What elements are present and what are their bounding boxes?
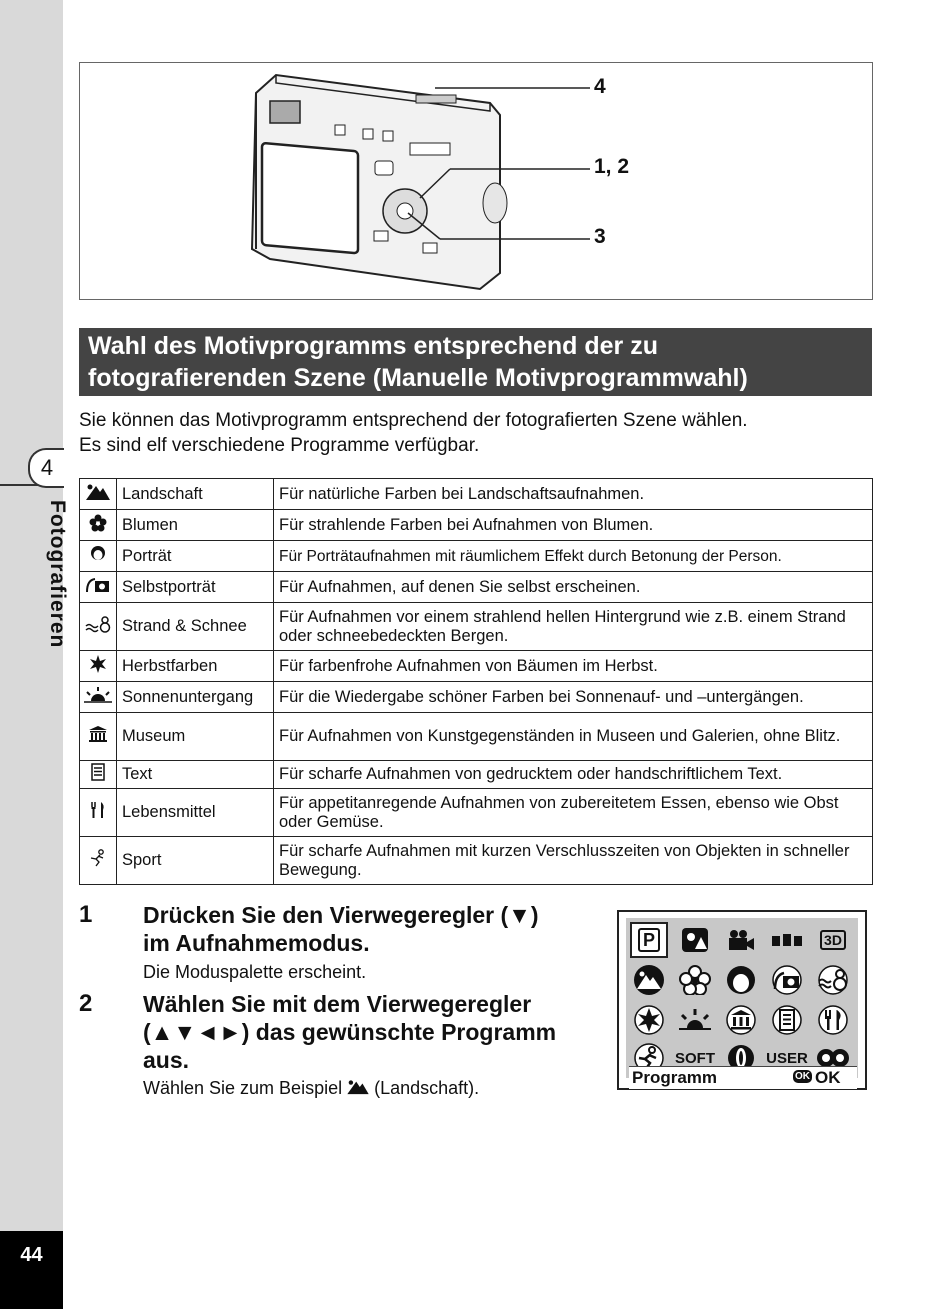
sunset-icon[interactable] xyxy=(676,1002,714,1038)
step-title-line: im Aufnahmemodus. xyxy=(143,930,370,956)
camera-back-illustration xyxy=(80,63,872,299)
surf-snow-icon xyxy=(80,603,117,651)
museum-icon[interactable] xyxy=(722,1002,760,1038)
callout-label: 4 xyxy=(594,75,606,98)
mode-description: Für farbenfrohe Aufnahmen von Bäumen im Herbst. xyxy=(274,651,873,682)
3d-mode-icon[interactable] xyxy=(814,922,852,958)
step-description: Die Moduspalette erscheint. xyxy=(143,962,367,982)
portrait-icon[interactable] xyxy=(722,962,760,998)
mode-description: Für strahlende Farben bei Aufnahmen von Blumen. xyxy=(274,510,873,541)
mode-name: Porträt xyxy=(117,541,274,572)
mode-palette-screen xyxy=(617,910,867,1090)
step-description xyxy=(143,1076,479,1100)
mode-description: Für scharfe Aufnahmen von gedrucktem oder handschriftlichem Text. xyxy=(274,761,873,789)
step-description-text: (Landschaft). xyxy=(374,1078,480,1098)
mode-name: Selbstporträt xyxy=(117,572,274,603)
intro-line: Sie können das Motivprogramm entsprechend der fotografierten Szene wählen. xyxy=(79,410,748,431)
mode-name: Herbstfarben xyxy=(117,651,274,682)
mode-palette-grid xyxy=(626,918,858,1078)
section-heading-line: Wahl des Motivprogramms entsprechend der zu xyxy=(88,332,659,360)
food-icon[interactable] xyxy=(814,1002,852,1038)
table-row xyxy=(80,682,873,713)
chapter-number: 4 xyxy=(28,448,64,488)
table-row xyxy=(80,541,873,572)
food-icon xyxy=(80,789,117,837)
portrait-icon xyxy=(80,541,117,572)
mode-name-label: Programm xyxy=(632,1068,718,1087)
table-row xyxy=(80,837,873,885)
museum-icon xyxy=(80,713,117,761)
autumn-icon xyxy=(80,651,117,682)
mode-name: Sport xyxy=(117,837,274,885)
mode-name: Lebensmittel xyxy=(117,789,274,837)
soft-mode-icon[interactable]: SOFT xyxy=(675,1049,715,1067)
intro-paragraph xyxy=(79,408,879,458)
landscape-icon xyxy=(347,1079,369,1095)
table-row xyxy=(80,761,873,789)
mode-description: Für scharfe Aufnahmen mit kurzen Verschlusszeiten von Objekten in schneller Bewegung. xyxy=(274,837,873,885)
scene-mode-table xyxy=(79,478,873,885)
mode-name: Strand & Schnee xyxy=(117,603,274,651)
camera-figure xyxy=(79,62,873,300)
program-mode-label: P xyxy=(638,928,660,952)
step-number: 2 xyxy=(79,990,93,1017)
sunset-icon xyxy=(80,682,117,713)
table-row xyxy=(80,651,873,682)
section-heading xyxy=(79,328,872,396)
mode-name: Text xyxy=(117,761,274,789)
chapter-sidebar xyxy=(0,0,63,1309)
step-title-line: Wählen Sie mit dem Vierwegeregler xyxy=(143,991,532,1017)
text-icon[interactable] xyxy=(768,1002,806,1038)
user-mode-icon[interactable]: USER xyxy=(766,1049,808,1067)
intro-line: Es sind elf verschiedene Programme verfügbar. xyxy=(79,435,480,456)
mode-name: Sonnenuntergang xyxy=(117,682,274,713)
table-row xyxy=(80,510,873,541)
table-row xyxy=(80,789,873,837)
ok-label: OK xyxy=(815,1068,841,1087)
sport-icon xyxy=(80,837,117,885)
flower-icon xyxy=(80,510,117,541)
step-number: 1 xyxy=(79,901,93,928)
step-description-text: Wählen Sie zum Beispiel xyxy=(143,1078,343,1098)
step-title-line: Drücken Sie den Vierwegeregler (▼) xyxy=(143,902,539,928)
callout-label: 3 xyxy=(594,225,606,248)
movie-mode-icon[interactable] xyxy=(722,922,760,958)
flower-icon[interactable] xyxy=(676,962,714,998)
step-title xyxy=(143,901,539,957)
table-row xyxy=(80,603,873,651)
section-heading-line: fotografierenden Szene (Manuelle Motivprogrammwahl) xyxy=(88,364,748,392)
3d-mode-label: 3D xyxy=(820,930,846,950)
program-mode-icon[interactable] xyxy=(630,922,668,958)
mode-name: Blumen xyxy=(117,510,274,541)
self-portrait-icon[interactable] xyxy=(768,962,806,998)
step-title xyxy=(143,990,556,1074)
landscape-icon[interactable] xyxy=(630,962,668,998)
step-title-line: aus. xyxy=(143,1047,190,1073)
autumn-icon[interactable] xyxy=(630,1002,668,1038)
mode-name: Museum xyxy=(117,713,274,761)
ok-button-icon: OK xyxy=(795,1071,810,1082)
picture-mode-icon[interactable] xyxy=(676,922,714,958)
callout-label: 1, 2 xyxy=(594,155,630,178)
table-row xyxy=(80,713,873,761)
self-portrait-icon xyxy=(80,572,117,603)
mode-description: Für Aufnahmen von Kunstgegenständen in Museen und Galerien, ohne Blitz. xyxy=(274,713,873,761)
mode-palette-status-bar xyxy=(629,1066,857,1089)
surf-snow-icon[interactable] xyxy=(814,962,852,998)
chapter-title: Fotografieren xyxy=(46,500,69,649)
mode-description: Für appetitanregende Aufnahmen von zubereitetem Essen, ebenso wie Obst oder Gemüse. xyxy=(274,789,873,837)
text-icon xyxy=(80,761,117,789)
table-row xyxy=(80,479,873,510)
step-title-line: (▲▼◄►) das gewünschte Programm xyxy=(143,1019,557,1045)
mode-description: Für Aufnahmen vor einem strahlend hellen Hintergrund wie z.B. einem Strand oder schneebedeckten Bergen. xyxy=(274,603,873,651)
table-row xyxy=(80,572,873,603)
mode-description: Für natürliche Farben bei Landschaftsaufnahmen. xyxy=(274,479,873,510)
mode-description: Für die Wiedergabe schöner Farben bei Sonnenauf- und –untergängen. xyxy=(274,682,873,713)
mode-name: Landschaft xyxy=(117,479,274,510)
page-number: 44 xyxy=(0,1231,63,1309)
landscape-icon xyxy=(80,479,117,510)
mode-description: Für Porträtaufnahmen mit räumlichem Effekt durch Betonung der Person. xyxy=(274,541,873,572)
panorama-mode-icon[interactable] xyxy=(768,922,806,958)
mode-description: Für Aufnahmen, auf denen Sie selbst erscheinen. xyxy=(274,572,873,603)
